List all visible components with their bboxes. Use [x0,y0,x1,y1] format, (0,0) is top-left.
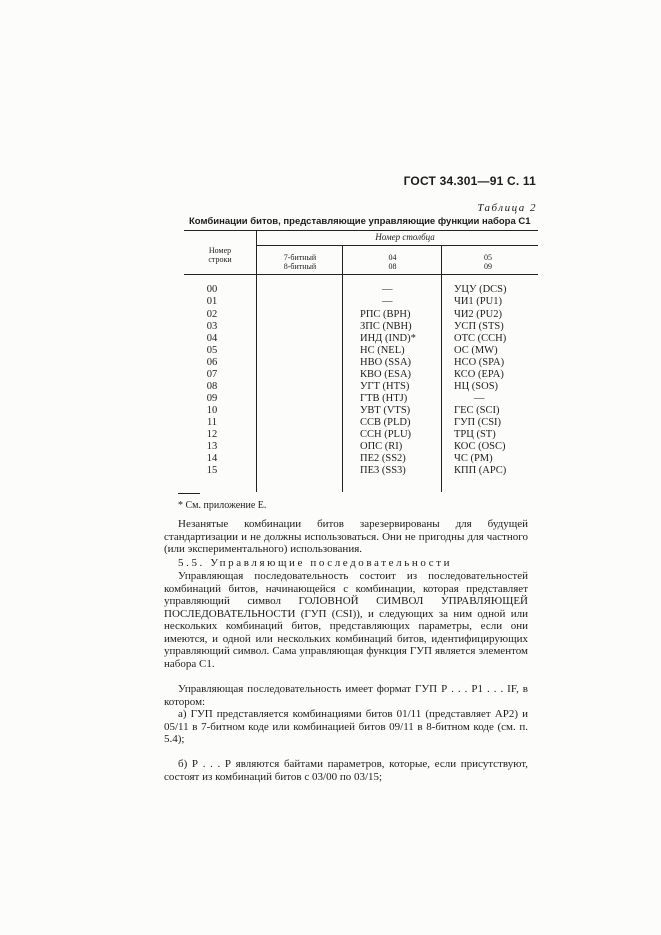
cell-col05: НЦ (SOS) [454,381,499,392]
column-divider-3 [441,246,442,492]
row-header-line-2: строки [208,255,232,264]
header-sub-rule [256,245,538,246]
row-number: 11 [206,417,218,428]
row-number: 09 [206,393,218,404]
table-label: Таблица 2 [477,202,537,214]
page-header: ГОСТ 34.301—91 С. 11 [403,174,536,188]
row-number: 03 [206,321,218,332]
cell-col04: ПЕ3 (SS3) [360,465,406,476]
header-bottom-rule [184,274,538,275]
row-number: 10 [206,405,218,416]
column-04-header [344,253,441,271]
table-title: Комбинации битов, представляющие управляющие функции набора С1 [189,216,531,227]
cell-col05: ГЕС (SCI) [454,405,500,416]
cell-col04: КВО (ESA) [360,369,412,380]
footnote-rule [178,493,200,494]
row-number: 07 [206,369,218,380]
column-05-header [443,253,533,271]
bit-header-8bit: 8-битный [283,262,317,271]
list-item-a: а) ГУП представляется комбинациями битов 01/11 (представляет АР2) и 05/11 в 7-битном коде или комбинацией битов 09/11 в 8-битном коде (см. п. 5.4); [164,708,528,745]
cell-col04: НВО (SSA) [360,357,412,368]
cell-col05: НСО (SPA) [454,357,505,368]
bit-column-header [258,253,342,271]
column-05-header-7bit: 05 [484,253,492,262]
row-number: 02 [206,309,218,320]
column-04-header-8bit: 08 [388,262,397,271]
section-heading: 5.5. Управляющие последовательности [178,557,453,569]
cell-col05: ГУП (CSI) [454,417,502,428]
cell-col05: ОС (MW) [454,345,498,356]
row-number: 08 [206,381,218,392]
bit-header-7bit: 7-битный [283,253,317,262]
cell-col04: НС (NEL) [360,345,405,356]
row-number: 06 [206,357,218,368]
cell-col05: КПП (APC) [454,465,507,476]
column-divider-2 [342,246,343,492]
row-number: 13 [206,441,218,452]
cell-col04: — [382,284,393,295]
row-number: 12 [206,429,218,440]
row-number: 04 [206,333,218,344]
row-number: 01 [206,296,218,307]
row-number: 00 [206,284,218,295]
row-number: 05 [206,345,218,356]
cell-col04: ПЕ2 (SS2) [360,453,406,464]
cell-col05: УСП (STS) [454,321,504,332]
cell-col04: ССН (PLU) [360,429,412,440]
paragraph-format: Управляющая последовательность имеет формат ГУП Р . . . Р1 . . . IF, в котором: [164,683,528,708]
row-header-line-1: Номер [208,246,232,255]
cell-col04: ЗПС (NBH) [360,321,412,332]
paragraph-unused-combinations: Незанятые комбинации битов зарезервированы для будущей стандартизации и не должны использоваться. Они не пригодны для частного (или экспериментального) использования. [164,518,528,555]
column-group-header: Номер столбца [375,232,435,242]
cell-col05: КСО (EPA) [454,369,504,380]
paragraph-control-sequence: Управляющая последовательность состоит из последовательностей комбинаций битов, начинающейся с комбинации, которая представляет управляющий символ ГОЛОВНОЙ СИМВОЛ УПРАВЛЯЮЩЕЙ ПОСЛЕДОВАТЕЛЬНОСТИ (ГУП (CSI)), и следующих за ним одной или нескольких комбинаций битов, представляющих параметры, если они имеются, и одной или нескольких комбинаций битов, идентифицирующих управляющий символ. Сама управляющая функция ГУП является элементом набора С1. [164,570,528,670]
cell-col04: ИНД (IND)* [360,333,416,344]
row-number: 14 [206,453,218,464]
cell-col05: — [474,393,485,404]
cell-col05: ЧС (PM) [454,453,493,464]
column-divider-1 [256,231,257,492]
column-05-header-8bit: 09 [484,262,492,271]
row-number-header [188,246,252,264]
cell-col04: РПС (BPH) [360,309,411,320]
cell-col05: ОТС (CCH) [454,333,507,344]
cell-col05: ТРЦ (ST) [454,429,496,440]
cell-col04: УГТ (HTS) [360,381,410,392]
cell-col05: КОС (OSC) [454,441,506,452]
cell-col04: УВТ (VTS) [360,405,411,416]
cell-col04: ОПС (RI) [360,441,403,452]
cell-col04: — [382,296,393,307]
cell-col04: ГТВ (HTJ) [360,393,408,404]
cell-col04: ССВ (PLD) [360,417,411,428]
cell-col05: ЧИ1 (PU1) [454,296,502,307]
row-number: 15 [206,465,218,476]
table-top-rule [184,230,538,231]
cell-col05: ЧИ2 (PU2) [454,309,502,320]
column-04-header-7bit: 04 [388,253,397,262]
cell-col05: УЦУ (DCS) [454,284,507,295]
list-item-b: б) Р . . . Р являются байтами параметров, которые, если присутствуют, состоят из комбинаций битов с 03/00 по 03/15; [164,758,528,783]
footnote: * См. приложение Е. [178,500,267,511]
